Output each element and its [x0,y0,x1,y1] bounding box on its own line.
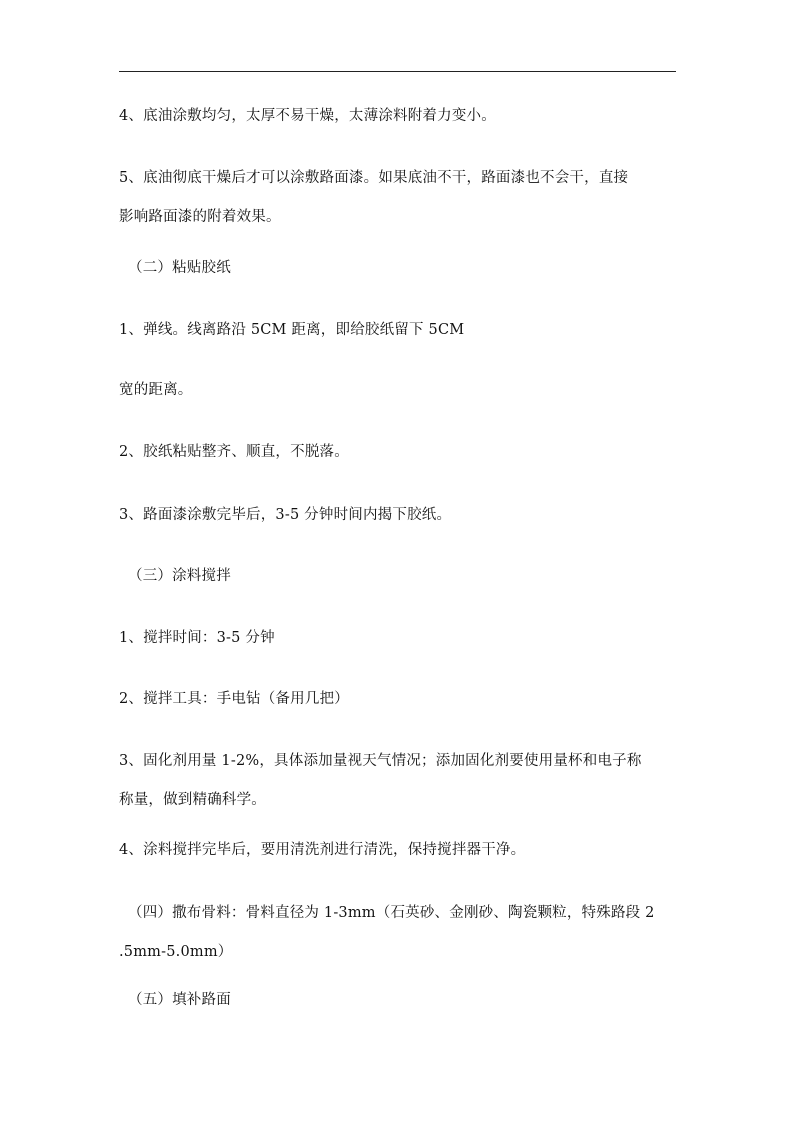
paragraph-line-13: 称量，做到精确科学。 [119,792,266,808]
paragraph-line-1: 4、底油涂敷均匀，太厚不易干燥，太薄涂料附着力变小。 [119,108,496,124]
paragraph-line-16: .5mm-5.0mm） [119,944,233,960]
section-heading-5: （五）填补路面 [128,992,231,1008]
paragraph-line-12: 3、固化剂用量 1-2%，具体添加量视天气情况；添加固化剂要使用量杯和电子称 [119,753,642,769]
paragraph-line-7: 2、胶纸粘贴整齐、顺直，不脱落。 [119,444,349,460]
section-heading-3: （三）涂料搅拌 [128,568,231,584]
section-heading-2: （二）粘贴胶纸 [128,260,231,276]
paragraph-line-8: 3、路面漆涂敷完毕后，3-5 分钟时间内揭下胶纸。 [119,507,452,523]
paragraph-line-2: 5、底油彻底干燥后才可以涂敷路面漆。如果底油不干，路面漆也不会干，直接 [119,170,629,186]
paragraph-line-3: 影响路面漆的附着效果。 [119,209,281,225]
paragraph-line-5: 1、弹线。线离路沿 5CM 距离，即给胶纸留下 5CM [119,322,465,338]
header-rule [119,71,676,72]
paragraph-line-11: 2、搅拌工具：手电钻（备用几把） [119,691,349,707]
paragraph-line-14: 4、涂料搅拌完毕后，要用清洗剂进行清洗，保持搅拌器干净。 [119,842,526,858]
paragraph-line-15: （四）撒布骨料：骨料直径为 1-3mm（石英砂、金刚砂、陶瓷颗粒，特殊路段 2 [128,905,655,921]
paragraph-line-6: 宽的距离。 [119,382,193,398]
paragraph-line-10: 1、搅拌时间：3-5 分钟 [119,630,275,646]
